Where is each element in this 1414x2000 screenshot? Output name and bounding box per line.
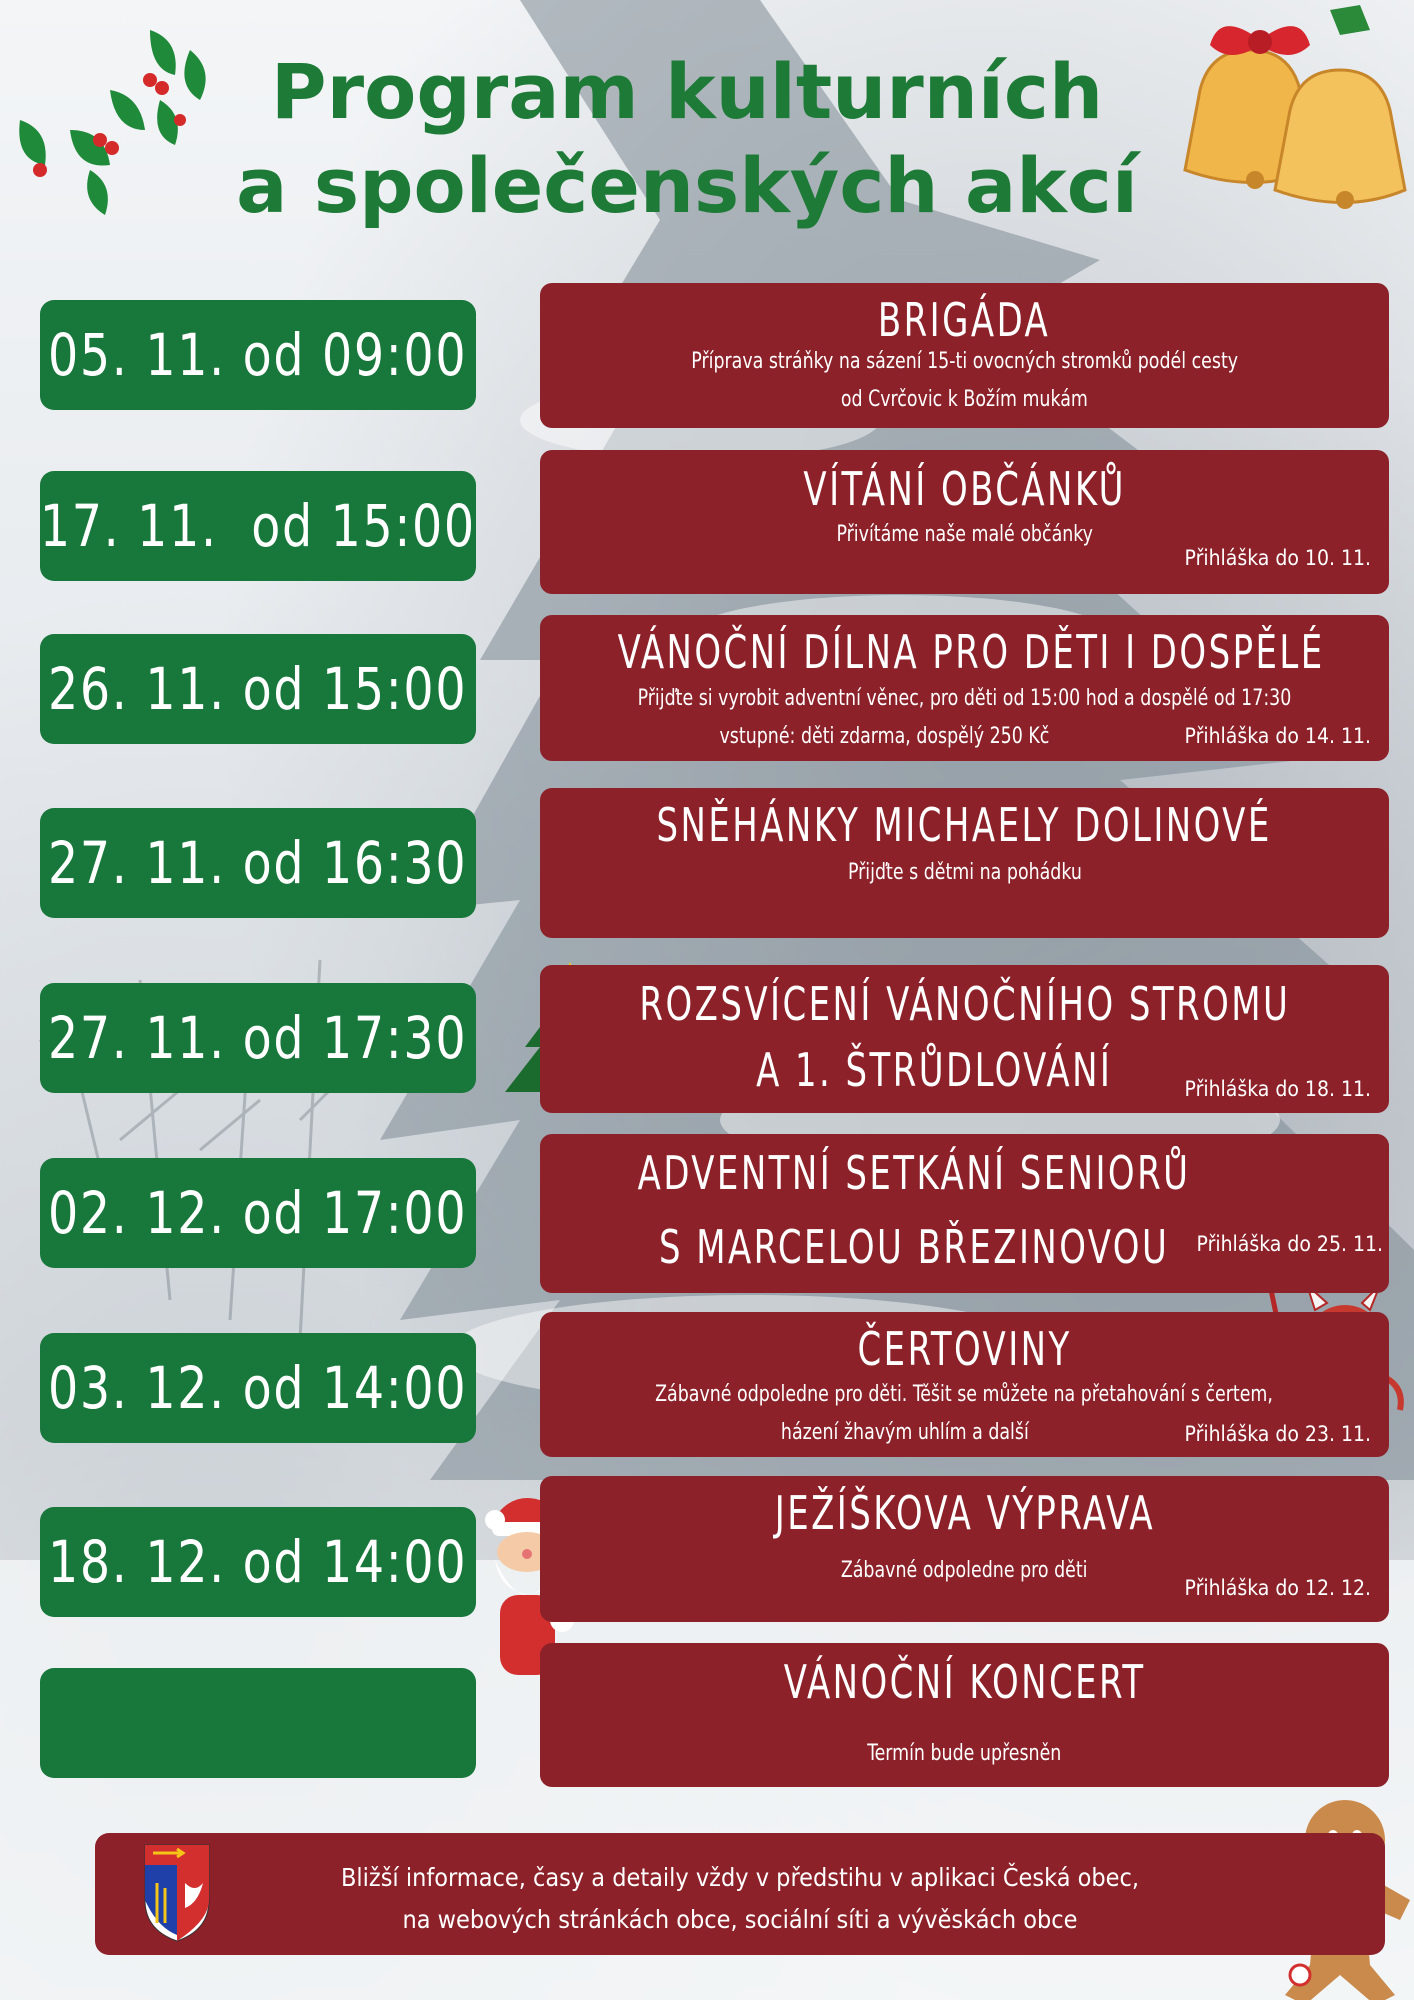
- event-description: Termín bude upřesněn: [867, 1741, 1062, 1766]
- event-card: [540, 1476, 1389, 1622]
- event-description: od Cvrčovic k Božím mukám: [840, 387, 1089, 412]
- event-description: Zábavné odpoledne pro děti: [841, 1558, 1088, 1583]
- event-description: Zábavné odpoledne pro děti. Těšit se můžete na přetahování s čertem,: [655, 1382, 1274, 1407]
- date-box: 18. 12. od 14:00: [40, 1507, 476, 1617]
- page-title-line1: Program kulturních: [270, 47, 1104, 136]
- date-box: 27. 11. od 17:30: [40, 983, 476, 1093]
- info-footer: [95, 1833, 1385, 1955]
- registration-deadline: Přihláška do 18. 11.: [1184, 1077, 1371, 1101]
- date-box: 02. 12. od 17:00: [40, 1158, 476, 1268]
- date-box: 05. 11. od 09:00: [40, 300, 476, 410]
- event-title: ČERTOVINY: [857, 1322, 1072, 1376]
- date-box: 26. 11. od 15:00: [40, 634, 476, 744]
- event-card: [540, 1134, 1389, 1293]
- event-card: [540, 615, 1389, 761]
- event-card: [540, 450, 1389, 594]
- event-description: Přijďte si vyrobit adventní věnec, pro děti od 15:00 hod a dospělé od 17:30: [637, 686, 1292, 711]
- event-card: [540, 1312, 1389, 1457]
- event-title-line2: A 1. ŠTRŮDLOVÁNÍ: [756, 1043, 1113, 1097]
- event-title: JEŽÍŠKOVA VÝPRAVA: [774, 1486, 1155, 1540]
- event-title: ADVENTNÍ SETKÁNÍ SENIORŮ: [638, 1146, 1191, 1200]
- event-title-line2: S MARCELOU BŘEZINOVOU: [659, 1220, 1170, 1274]
- event-description: Přijďte s dětmi na pohádku: [847, 860, 1082, 885]
- event-title: ROZSVÍCENÍ VÁNOČNÍHO STROMU: [639, 977, 1290, 1031]
- event-card: [540, 965, 1389, 1113]
- event-description: Příprava stráňky na sázení 15-ti ovocných stromků podél cesty: [691, 349, 1238, 374]
- page-title-line2: a společenských akcí: [236, 141, 1138, 230]
- event-description: Přivítáme naše malé občánky: [836, 522, 1093, 547]
- event-description: házení žhavým uhlím a další: [780, 1420, 1029, 1445]
- event-card: [540, 788, 1389, 938]
- event-card: [540, 283, 1389, 428]
- date-box-empty: [40, 1668, 476, 1778]
- date-box: 27. 11. od 16:30: [40, 808, 476, 918]
- registration-deadline: Přihláška do 14. 11.: [1184, 724, 1371, 748]
- date-box: 03. 12. od 14:00: [40, 1333, 476, 1443]
- footer-text-line2: na webových stránkách obce, sociální síti a vývěskách obce: [402, 1905, 1078, 1934]
- event-title: VÁNOČNÍ DÍLNA PRO DĚTI I DOSPĚLÉ: [617, 625, 1325, 679]
- registration-deadline: Přihláška do 10. 11.: [1184, 546, 1371, 570]
- event-card: [540, 1643, 1389, 1787]
- footer-text-line1: Bližší informace, časy a detaily vždy v předstihu v aplikaci Česká obec,: [340, 1863, 1140, 1892]
- event-title: VÁNOČNÍ KONCERT: [783, 1655, 1146, 1709]
- registration-deadline: Přihláška do 12. 12.: [1184, 1576, 1371, 1600]
- event-title: SNĚHÁNKY MICHAELY DOLINOVÉ: [656, 798, 1273, 852]
- event-title: VÍTÁNÍ OBČÁNKŮ: [803, 462, 1126, 516]
- registration-deadline: Přihláška do 25. 11.: [1196, 1232, 1383, 1256]
- date-box: 17. 11. od 15:00: [40, 471, 476, 581]
- event-title: BRIGÁDA: [878, 293, 1051, 347]
- event-description: vstupné: děti zdarma, dospělý 250 Kč: [719, 724, 1050, 749]
- registration-deadline: Přihláška do 23. 11.: [1184, 1422, 1371, 1446]
